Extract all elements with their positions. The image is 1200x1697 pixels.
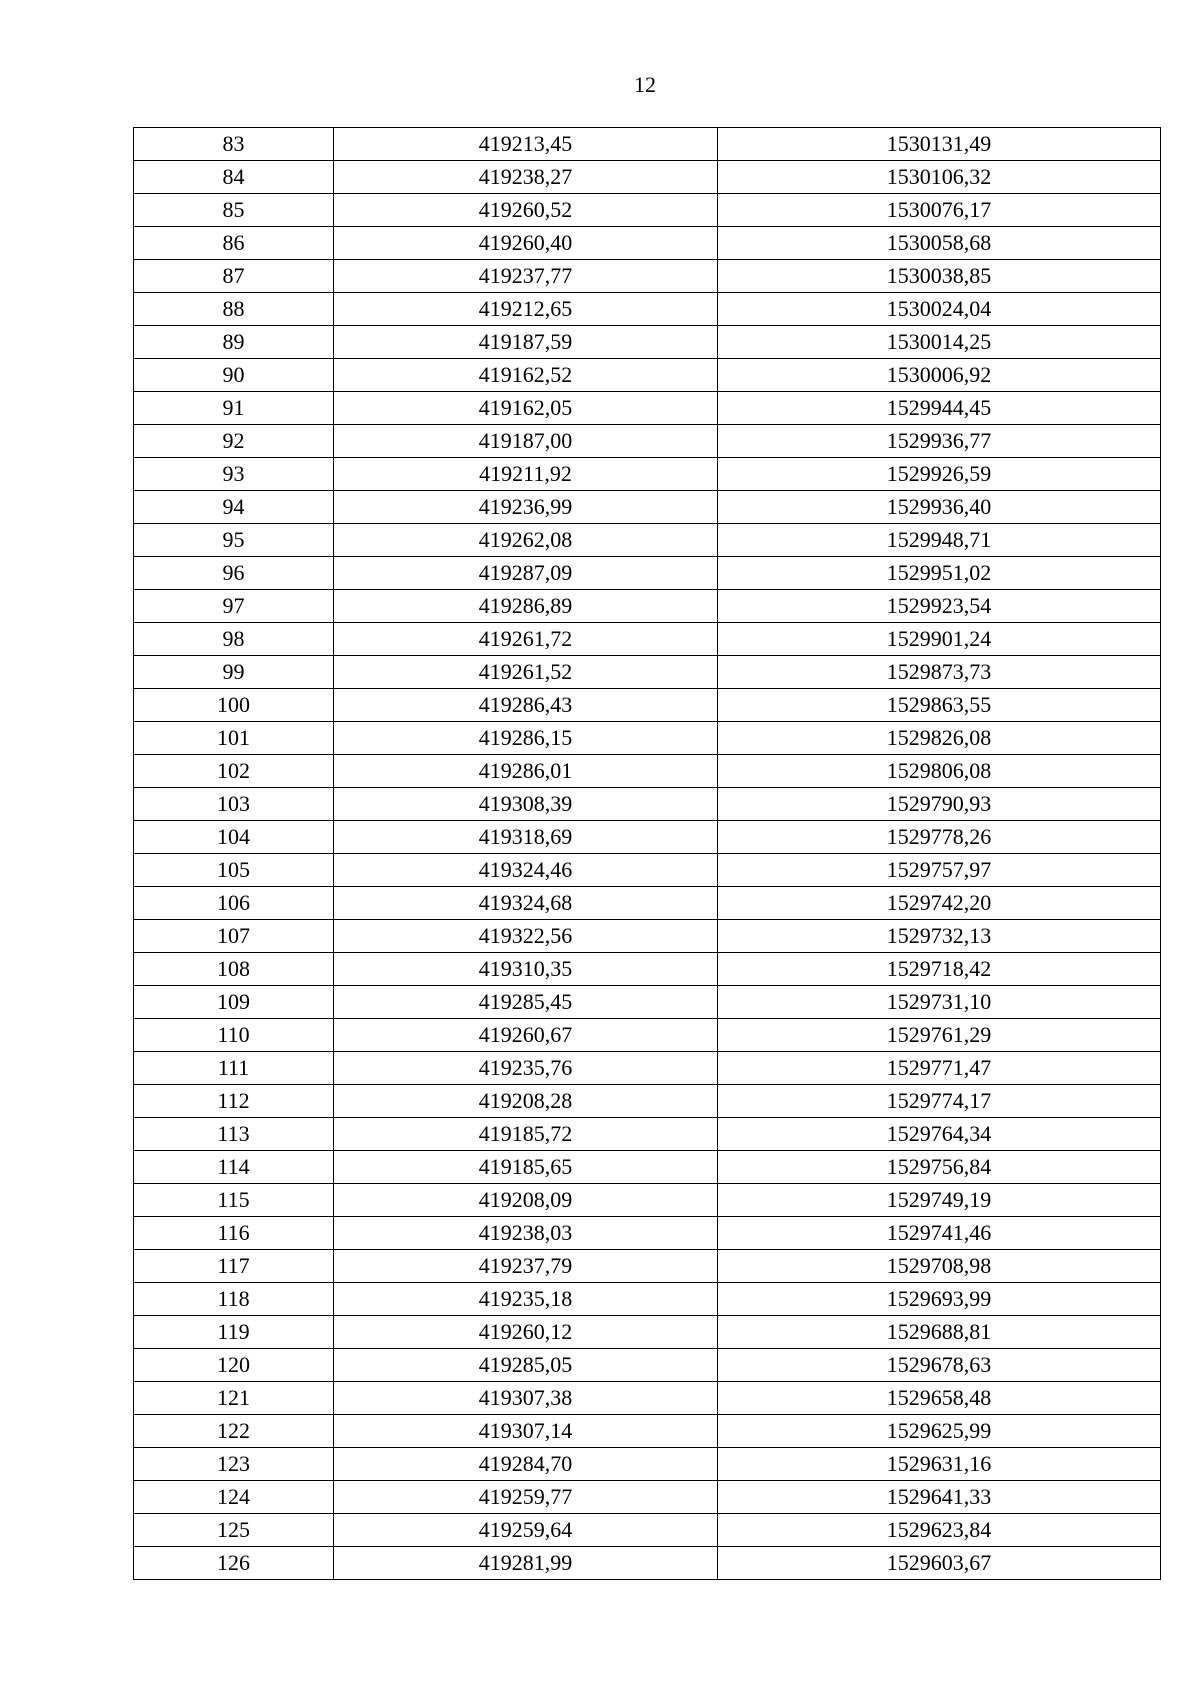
table-row xyxy=(134,887,1161,920)
x-coordinate-cell: 419162,52 xyxy=(334,359,718,392)
x-coordinate-cell: 419307,38 xyxy=(334,1382,718,1415)
y-coordinate-cell: 1530058,68 xyxy=(718,227,1161,260)
y-coordinate-cell: 1529749,19 xyxy=(718,1184,1161,1217)
y-coordinate-cell: 1530014,25 xyxy=(718,326,1161,359)
y-coordinate-cell: 1529926,59 xyxy=(718,458,1161,491)
point-number-cell: 96 xyxy=(134,557,334,590)
y-coordinate-cell: 1529873,73 xyxy=(718,656,1161,689)
y-coordinate-cell: 1529631,16 xyxy=(718,1448,1161,1481)
y-coordinate-cell: 1529936,40 xyxy=(718,491,1161,524)
y-coordinate-cell: 1530024,04 xyxy=(718,293,1161,326)
y-coordinate-cell: 1529641,33 xyxy=(718,1481,1161,1514)
table-row xyxy=(134,986,1161,1019)
x-coordinate-cell: 419187,59 xyxy=(334,326,718,359)
table-row xyxy=(134,458,1161,491)
y-coordinate-cell: 1530076,17 xyxy=(718,194,1161,227)
x-coordinate-cell: 419185,65 xyxy=(334,1151,718,1184)
x-coordinate-cell: 419259,64 xyxy=(334,1514,718,1547)
point-number-cell: 122 xyxy=(134,1415,334,1448)
y-coordinate-cell: 1529693,99 xyxy=(718,1283,1161,1316)
table-row xyxy=(134,491,1161,524)
point-number-cell: 105 xyxy=(134,854,334,887)
table-row xyxy=(134,1481,1161,1514)
table-row xyxy=(134,656,1161,689)
table-row xyxy=(134,1217,1161,1250)
point-number-cell: 120 xyxy=(134,1349,334,1382)
point-number-cell: 125 xyxy=(134,1514,334,1547)
y-coordinate-cell: 1530006,92 xyxy=(718,359,1161,392)
table-row xyxy=(134,1250,1161,1283)
y-coordinate-cell: 1529774,17 xyxy=(718,1085,1161,1118)
x-coordinate-cell: 419318,69 xyxy=(334,821,718,854)
x-coordinate-cell: 419260,12 xyxy=(334,1316,718,1349)
table-row xyxy=(134,293,1161,326)
table-row xyxy=(134,722,1161,755)
table-row xyxy=(134,1019,1161,1052)
y-coordinate-cell: 1529708,98 xyxy=(718,1250,1161,1283)
table-row xyxy=(134,524,1161,557)
table-row xyxy=(134,1283,1161,1316)
y-coordinate-cell: 1529732,13 xyxy=(718,920,1161,953)
point-number-cell: 83 xyxy=(134,128,334,161)
table-row xyxy=(134,194,1161,227)
y-coordinate-cell: 1529742,20 xyxy=(718,887,1161,920)
page-number: 12 xyxy=(634,72,656,97)
y-coordinate-cell: 1529718,42 xyxy=(718,953,1161,986)
table-row xyxy=(134,260,1161,293)
y-coordinate-cell: 1530106,32 xyxy=(718,161,1161,194)
table-row xyxy=(134,1382,1161,1415)
point-number-cell: 94 xyxy=(134,491,334,524)
point-number-cell: 117 xyxy=(134,1250,334,1283)
x-coordinate-cell: 419284,70 xyxy=(334,1448,718,1481)
x-coordinate-cell: 419238,03 xyxy=(334,1217,718,1250)
x-coordinate-cell: 419162,05 xyxy=(334,392,718,425)
table-row xyxy=(134,1151,1161,1184)
point-number-cell: 102 xyxy=(134,755,334,788)
x-coordinate-cell: 419307,14 xyxy=(334,1415,718,1448)
y-coordinate-cell: 1529790,93 xyxy=(718,788,1161,821)
point-number-cell: 114 xyxy=(134,1151,334,1184)
point-number-cell: 116 xyxy=(134,1217,334,1250)
point-number-cell: 110 xyxy=(134,1019,334,1052)
y-coordinate-cell: 1529756,84 xyxy=(718,1151,1161,1184)
x-coordinate-cell: 419261,72 xyxy=(334,623,718,656)
y-coordinate-cell: 1530131,49 xyxy=(718,128,1161,161)
point-number-cell: 106 xyxy=(134,887,334,920)
table-row xyxy=(134,161,1161,194)
table-row xyxy=(134,821,1161,854)
y-coordinate-cell: 1529658,48 xyxy=(718,1382,1161,1415)
point-number-cell: 108 xyxy=(134,953,334,986)
x-coordinate-cell: 419324,46 xyxy=(334,854,718,887)
x-coordinate-cell: 419260,52 xyxy=(334,194,718,227)
table-row xyxy=(134,1052,1161,1085)
y-coordinate-cell: 1529623,84 xyxy=(718,1514,1161,1547)
table-row xyxy=(134,557,1161,590)
x-coordinate-cell: 419262,08 xyxy=(334,524,718,557)
table-row xyxy=(134,755,1161,788)
point-number-cell: 90 xyxy=(134,359,334,392)
x-coordinate-cell: 419285,05 xyxy=(334,1349,718,1382)
point-number-cell: 107 xyxy=(134,920,334,953)
point-number-cell: 121 xyxy=(134,1382,334,1415)
point-number-cell: 126 xyxy=(134,1547,334,1580)
x-coordinate-cell: 419285,45 xyxy=(334,986,718,1019)
coordinates-table xyxy=(133,127,1161,1580)
y-coordinate-cell: 1529944,45 xyxy=(718,392,1161,425)
table-row xyxy=(134,1118,1161,1151)
point-number-cell: 118 xyxy=(134,1283,334,1316)
x-coordinate-cell: 419286,01 xyxy=(334,755,718,788)
point-number-cell: 99 xyxy=(134,656,334,689)
x-coordinate-cell: 419310,35 xyxy=(334,953,718,986)
point-number-cell: 98 xyxy=(134,623,334,656)
point-number-cell: 89 xyxy=(134,326,334,359)
point-number-cell: 115 xyxy=(134,1184,334,1217)
point-number-cell: 84 xyxy=(134,161,334,194)
x-coordinate-cell: 419235,18 xyxy=(334,1283,718,1316)
point-number-cell: 95 xyxy=(134,524,334,557)
x-coordinate-cell: 419236,99 xyxy=(334,491,718,524)
table-row xyxy=(134,392,1161,425)
x-coordinate-cell: 419286,43 xyxy=(334,689,718,722)
x-coordinate-cell: 419286,89 xyxy=(334,590,718,623)
table-row xyxy=(134,1415,1161,1448)
x-coordinate-cell: 419237,77 xyxy=(334,260,718,293)
point-number-cell: 111 xyxy=(134,1052,334,1085)
y-coordinate-cell: 1529625,99 xyxy=(718,1415,1161,1448)
table-row xyxy=(134,359,1161,392)
table-row xyxy=(134,689,1161,722)
table-row xyxy=(134,590,1161,623)
x-coordinate-cell: 419211,92 xyxy=(334,458,718,491)
point-number-cell: 88 xyxy=(134,293,334,326)
point-number-cell: 109 xyxy=(134,986,334,1019)
x-coordinate-cell: 419287,09 xyxy=(334,557,718,590)
y-coordinate-cell: 1529688,81 xyxy=(718,1316,1161,1349)
x-coordinate-cell: 419187,00 xyxy=(334,425,718,458)
x-coordinate-cell: 419322,56 xyxy=(334,920,718,953)
table-row xyxy=(134,1085,1161,1118)
x-coordinate-cell: 419235,76 xyxy=(334,1052,718,1085)
x-coordinate-cell: 419213,45 xyxy=(334,128,718,161)
y-coordinate-cell: 1529764,34 xyxy=(718,1118,1161,1151)
point-number-cell: 85 xyxy=(134,194,334,227)
x-coordinate-cell: 419286,15 xyxy=(334,722,718,755)
x-coordinate-cell: 419308,39 xyxy=(334,788,718,821)
x-coordinate-cell: 419185,72 xyxy=(334,1118,718,1151)
table-row xyxy=(134,1514,1161,1547)
point-number-cell: 123 xyxy=(134,1448,334,1481)
y-coordinate-cell: 1530038,85 xyxy=(718,260,1161,293)
table-row xyxy=(134,425,1161,458)
table-row xyxy=(134,1184,1161,1217)
point-number-cell: 113 xyxy=(134,1118,334,1151)
y-coordinate-cell: 1529951,02 xyxy=(718,557,1161,590)
x-coordinate-cell: 419259,77 xyxy=(334,1481,718,1514)
point-number-cell: 93 xyxy=(134,458,334,491)
x-coordinate-cell: 419324,68 xyxy=(334,887,718,920)
table-row xyxy=(134,788,1161,821)
table-row xyxy=(134,623,1161,656)
y-coordinate-cell: 1529948,71 xyxy=(718,524,1161,557)
y-coordinate-cell: 1529678,63 xyxy=(718,1349,1161,1382)
x-coordinate-cell: 419208,09 xyxy=(334,1184,718,1217)
table-row xyxy=(134,1547,1161,1580)
table-row xyxy=(134,128,1161,161)
table-row xyxy=(134,1349,1161,1382)
x-coordinate-cell: 419260,67 xyxy=(334,1019,718,1052)
table-row xyxy=(134,920,1161,953)
point-number-cell: 86 xyxy=(134,227,334,260)
x-coordinate-cell: 419208,28 xyxy=(334,1085,718,1118)
y-coordinate-cell: 1529923,54 xyxy=(718,590,1161,623)
point-number-cell: 124 xyxy=(134,1481,334,1514)
table-row xyxy=(134,1448,1161,1481)
table-row xyxy=(134,1316,1161,1349)
table-row xyxy=(134,326,1161,359)
x-coordinate-cell: 419238,27 xyxy=(334,161,718,194)
coordinates-table-body xyxy=(134,128,1161,1580)
y-coordinate-cell: 1529757,97 xyxy=(718,854,1161,887)
point-number-cell: 91 xyxy=(134,392,334,425)
y-coordinate-cell: 1529771,47 xyxy=(718,1052,1161,1085)
point-number-cell: 100 xyxy=(134,689,334,722)
point-number-cell: 104 xyxy=(134,821,334,854)
x-coordinate-cell: 419260,40 xyxy=(334,227,718,260)
y-coordinate-cell: 1529806,08 xyxy=(718,755,1161,788)
y-coordinate-cell: 1529901,24 xyxy=(718,623,1161,656)
y-coordinate-cell: 1529778,26 xyxy=(718,821,1161,854)
x-coordinate-cell: 419237,79 xyxy=(334,1250,718,1283)
x-coordinate-cell: 419212,65 xyxy=(334,293,718,326)
y-coordinate-cell: 1529761,29 xyxy=(718,1019,1161,1052)
point-number-cell: 119 xyxy=(134,1316,334,1349)
y-coordinate-cell: 1529731,10 xyxy=(718,986,1161,1019)
y-coordinate-cell: 1529741,46 xyxy=(718,1217,1161,1250)
point-number-cell: 97 xyxy=(134,590,334,623)
point-number-cell: 101 xyxy=(134,722,334,755)
y-coordinate-cell: 1529863,55 xyxy=(718,689,1161,722)
point-number-cell: 92 xyxy=(134,425,334,458)
point-number-cell: 112 xyxy=(134,1085,334,1118)
x-coordinate-cell: 419281,99 xyxy=(334,1547,718,1580)
y-coordinate-cell: 1529826,08 xyxy=(718,722,1161,755)
x-coordinate-cell: 419261,52 xyxy=(334,656,718,689)
point-number-cell: 103 xyxy=(134,788,334,821)
table-row xyxy=(134,854,1161,887)
table-row xyxy=(134,953,1161,986)
y-coordinate-cell: 1529936,77 xyxy=(718,425,1161,458)
y-coordinate-cell: 1529603,67 xyxy=(718,1547,1161,1580)
point-number-cell: 87 xyxy=(134,260,334,293)
table-row xyxy=(134,227,1161,260)
